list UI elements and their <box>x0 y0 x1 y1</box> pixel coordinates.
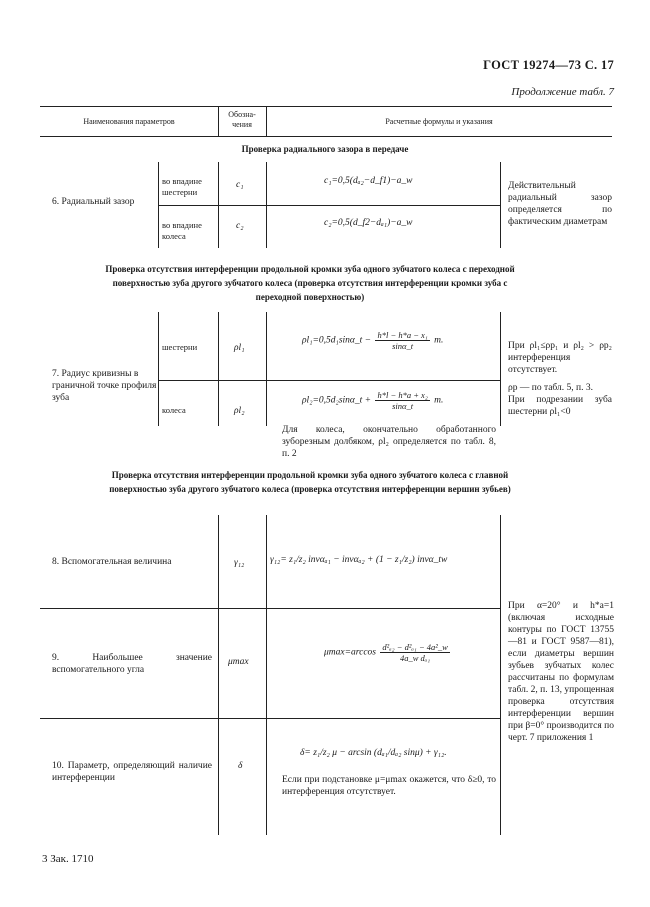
row7-sub2: колеса <box>162 405 186 415</box>
row8-sym: γ₁₂ <box>234 558 245 568</box>
col-divider <box>218 106 219 136</box>
row-divider <box>40 608 500 609</box>
page-footer: 3 Зак. 1710 <box>42 853 94 865</box>
row7-note2: ρp — по табл. 5, п. 3. <box>508 383 593 393</box>
section-title-transition-interference: Проверка отсутствия интерференции продольной кромки зуба одного зубчатого колеса с переходной поверхностью зуба другого зубчатого колеса (проверка отсутствия интерференции кромки зуба с переходной поверхностью) <box>105 264 515 302</box>
row-divider <box>40 718 500 719</box>
row8-name: 8. Вспомогательная величина <box>52 557 172 567</box>
row9-sym: μmax <box>228 657 249 667</box>
row6-sub2: во впадине колеса <box>162 220 202 241</box>
col-divider <box>218 312 219 426</box>
row7-formula2: ρl₂=0,5d₂sinα_t + $\frac{\text{h*l − h*a + x₂}}{\sin\alpha\_t}$ m. <box>302 390 444 411</box>
row10-note: Если при подстановке μ=μmax окажется, что δ≥0, то интерференция отсутствует. <box>282 775 496 797</box>
section-title-tip-interference: Проверка отсутствия интерференции продольной кромки зуба одного зубчатого колеса с главной поверхностью зуба другого зубчатого колеса (проверка отсутствия интерференции вершин зубьев) <box>109 470 511 494</box>
row-divider <box>158 205 500 206</box>
page-header-title: ГОСТ 19274—73 С. 17 <box>483 58 614 72</box>
row8-formula: γ₁₂= z₁/z₂ invαₐ₁ − invαₐ₂ + (1 − z₁/z₂) invα_tw <box>270 555 448 565</box>
table-header-rule <box>40 136 612 137</box>
table-top-rule <box>40 106 612 107</box>
row7-sym2: ρl₂ <box>234 406 245 416</box>
row-divider <box>158 380 500 381</box>
col-divider <box>500 162 501 248</box>
th-symbol: Обозна-чения <box>228 110 256 129</box>
row6-sub1: во впадине шестерни <box>162 176 202 197</box>
col-divider <box>266 515 267 835</box>
row9-name: 9. Наибольшее значение вспомогательного угла <box>52 653 212 675</box>
row10-sym: δ <box>238 761 243 771</box>
th-name: Наименования параметров <box>83 117 175 126</box>
col-divider <box>158 312 159 426</box>
table-continuation-label: Продолжение табл. 7 <box>511 86 614 98</box>
row6-note: Действительный радиальный зазор определяется по фактическим диаметрам <box>508 181 612 227</box>
th-formulas: Расчетные формулы и указания <box>385 117 493 126</box>
row7-formula2-note: Для колеса, окончательно обработанного зуборезным долбяком, ρl₂ определяется по табл. 8, п. 2 <box>282 425 496 459</box>
row7-sym1: ρl₁ <box>234 343 245 353</box>
row10-formula: δ= z₁/z₂ μ − arcsin (dₐ₁/dₐ₂ sinμ) + γ₁₂. <box>300 748 447 758</box>
row6-formula1: c₁=0,5(dₐ₂−d_f1)−a_w <box>324 176 413 186</box>
col-divider <box>266 312 267 426</box>
col-divider <box>500 312 501 426</box>
row9-formula: μmax=arccos $\frac{\text{d²ₐ₂ − d²ₐ₁ − 4a²\_w}}{\text{4a\_w dₐ₁}}$ <box>324 642 448 663</box>
col-divider <box>218 515 219 835</box>
row6-name: 6. Радиальный зазор <box>52 197 135 207</box>
col-divider <box>500 515 501 835</box>
row7-formula1: ρl₁=0,5d₁sinα_t − $\frac{\text{h*l − h*a − x₁}}{\sin\alpha\_t}$ m. <box>302 330 444 351</box>
row6-sym2: c₂ <box>236 221 244 231</box>
row6-formula2: c₂=0,5(d_f2−dₐ₁)−a_w <box>324 218 413 228</box>
row7-note3: При подрезании зуба шестерни ρl₁<0 <box>508 395 612 417</box>
section-title-radial-gap: Проверка радиального зазора в передаче <box>241 144 409 154</box>
row7-name: 7. Радиус кривизны в граничной точке профиля зуба <box>52 369 157 403</box>
row7-note1: При ρl₁≤ρp₁ и ρl₂ > ρp₂ интерференция отсутствует. <box>508 341 612 375</box>
row7-sub1: шестерни <box>162 342 198 352</box>
side-note-simplified-check: При α=20° и h*a=1 (включая исходные контуры по ГОСТ 13755—81 и ГОСТ 9587—81), если диаметры вершин зубьев зубчатых колес рассчитаны по формулам табл. 2, п. 13, упрощенная проверка отсутствия интерференции вершин при β=0° производится по черт. 7 приложения 1 <box>508 601 614 743</box>
row10-name: 10. Параметр, определяющий наличие интерференции <box>52 761 212 783</box>
row6-sym1: c₁ <box>236 180 244 190</box>
